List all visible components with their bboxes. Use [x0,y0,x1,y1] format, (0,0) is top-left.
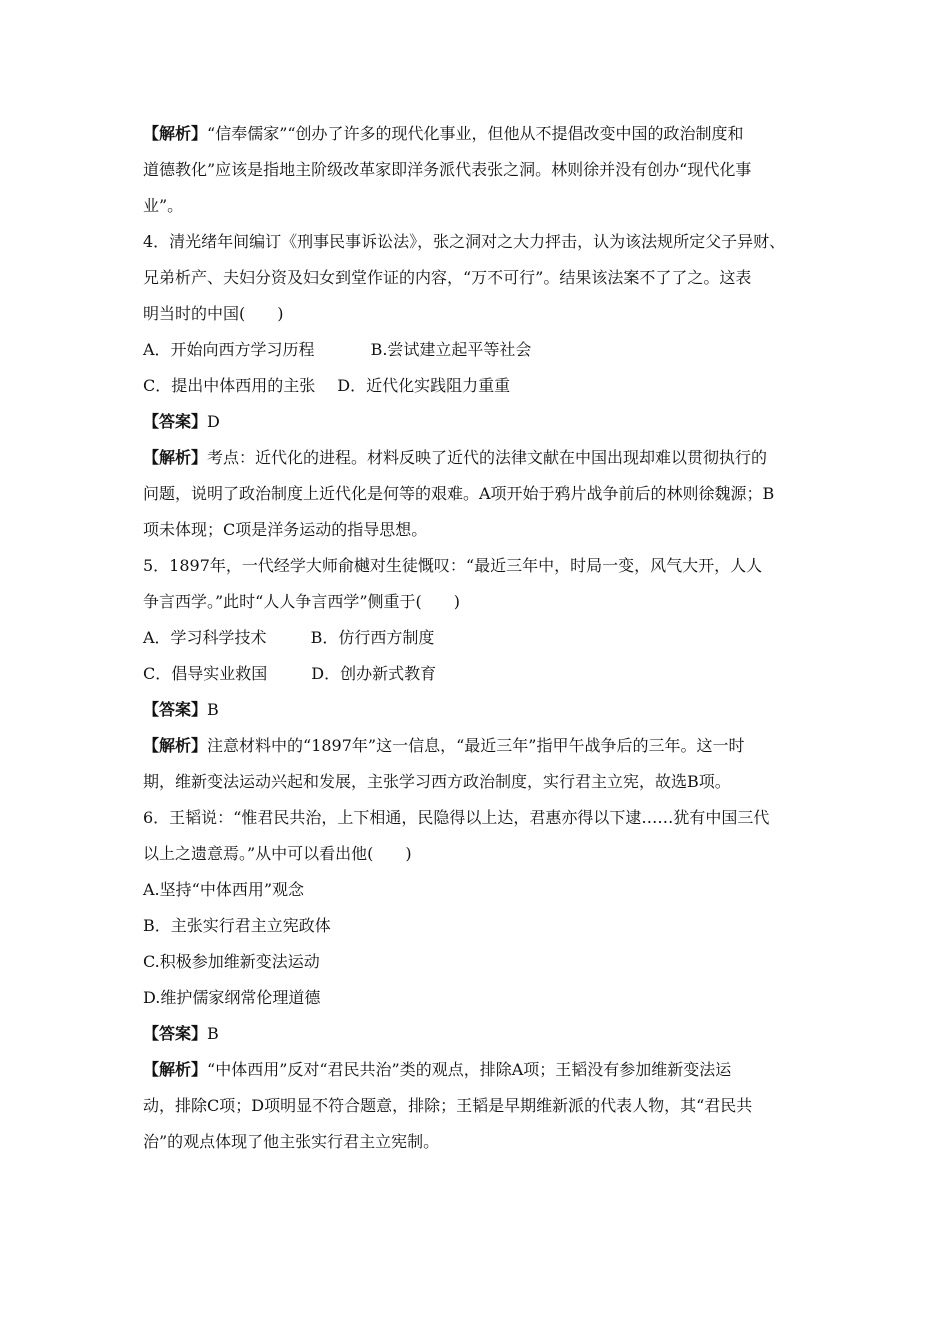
question-4-line-2: 兄弟析产、夫妇分资及妇女到堂作证的内容，“万不可行”。结果该法案不了了之。这表 [143,268,752,287]
question-6-option-c: C.积极参加维新变法运动 [143,952,320,971]
question-4-answer [143,404,815,440]
question-4-line-1: 4．清光绪年间编订《刑事民事诉讼法》，张之洞对之大力抨击，认为该法规所定父子异财、 [143,232,786,251]
question-4-options-cd [143,368,815,404]
option-a: A．学习科学技术 [143,628,267,647]
analysis-text: “中体西用”反对“君民共治”类的观点，排除A项；王韬没有参加维新变法运 [207,1060,732,1079]
question-5-options-cd [143,656,815,692]
question-4-options-ab [143,332,815,368]
question-6-answer [143,1016,815,1052]
option-d: D．近代化实践阻力重重 [337,376,511,395]
question-6-option-d: D.维护儒家纲常伦理道德 [143,988,321,1007]
answer-value: B [207,1024,219,1043]
question-6-line-1: 6．王韬说：“惟君民共治，上下相通，民隐得以上达，君惠亦得以下逮……犹有中国三代 [143,808,770,827]
analysis-q3-line-3: 业”。 [143,196,184,215]
analysis-tag: 【解析】 [143,124,208,143]
question-5-answer [143,692,815,728]
analysis-tag: 【解析】 [143,1060,208,1079]
answer-value: D [207,412,220,431]
question-4-analysis-line-3: 项未体现；C项是洋务运动的指导思想。 [143,520,428,539]
question-6-analysis-line-3: 治”的观点体现了他主张实行君主立宪制。 [143,1132,440,1151]
question-6-line-2: 以上之遗意焉。”从中可以看出他( ) [143,844,412,863]
analysis-tag: 【解析】 [143,736,208,755]
answer-tag: 【答案】 [143,412,208,431]
question-5-line-2: 争言西学。”此时“人人争言西学”侧重于( ) [143,592,461,611]
question-5-options-ab [143,620,815,656]
question-6-analysis-line-2: 动，排除C项；D项明显不符合题意，排除；王韬是早期维新派的代表人物，其“君民共 [143,1096,753,1115]
question-4-analysis-line-2: 问题，说明了政治制度上近代化是何等的艰难。A项开始于鸦片战争前后的林则徐魏源；B [143,484,775,503]
analysis-q3-line-1 [143,116,815,152]
answer-tag: 【答案】 [143,700,208,719]
option-b: B．仿行西方制度 [310,628,435,647]
question-5-line-1: 5．1897年，一代经学大师俞樾对生徒慨叹：“最近三年中，时局一变，风气大开，人人 [143,556,763,575]
option-b: B.尝试建立起平等社会 [370,340,532,359]
question-6-analysis-line-1 [143,1052,815,1088]
question-6-option-b: B．主张实行君主立宪政体 [143,916,331,935]
option-c: C．提出中体西用的主张 [143,376,316,395]
analysis-text: “信奉儒家”“创办了许多的现代化事业，但他从不提倡改变中国的政治制度和 [207,124,744,143]
question-4-analysis-line-1 [143,440,815,476]
question-4-line-3: 明当时的中国( ) [143,304,284,323]
analysis-text: 注意材料中的“1897年”这一信息，“最近三年”指甲午战争后的三年。这一时 [207,736,745,755]
question-6-option-a: A.坚持“中体西用”观念 [143,880,305,899]
answer-tag: 【答案】 [143,1024,208,1043]
option-c: C．倡导实业救国 [143,664,268,683]
option-d: D．创办新式教育 [311,664,437,683]
analysis-tag: 【解析】 [143,448,208,467]
analysis-q3-line-2: 道德教化”应该是指地主阶级改革家即洋务派代表张之洞。林则徐并没有创办“现代化事 [143,160,752,179]
option-a: A．开始向西方学习历程 [143,340,315,359]
answer-value: B [207,700,219,719]
question-5-analysis-line-2: 期，维新变法运动兴起和发展，主张学习西方政治制度，实行君主立宪，故选B项。 [143,772,731,791]
analysis-text: 考点：近代化的进程。材料反映了近代的法律文献在中国出现却难以贯彻执行的 [207,448,768,467]
question-5-analysis-line-1 [143,728,815,764]
document-content [143,116,815,1160]
